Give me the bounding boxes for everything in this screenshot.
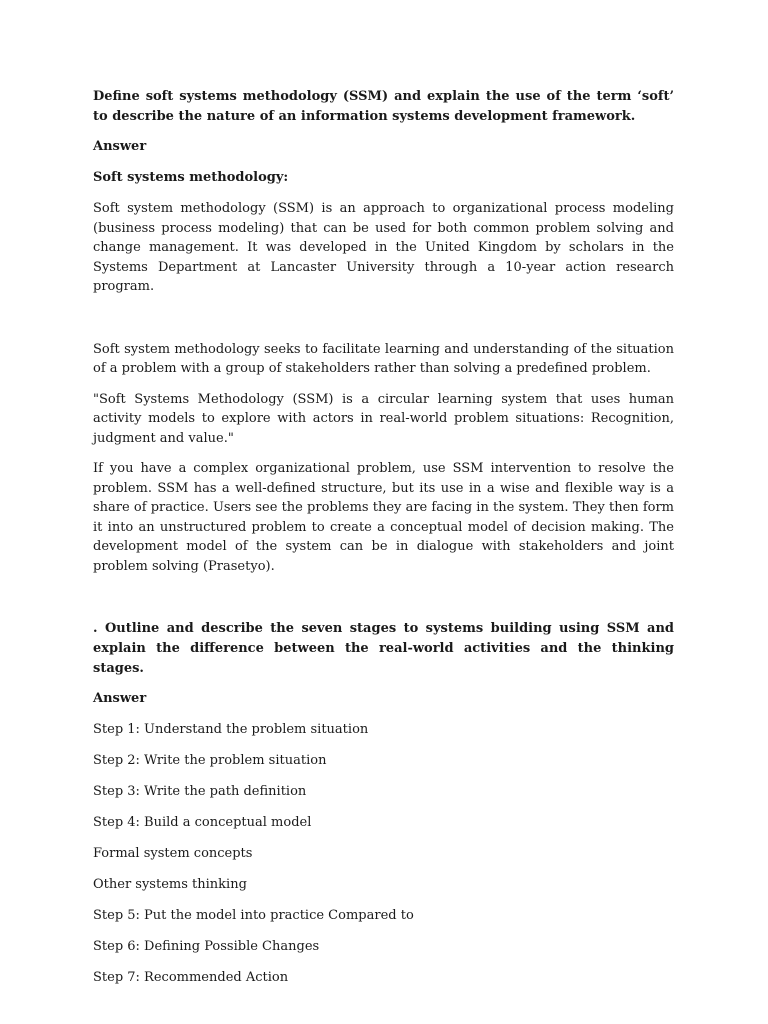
paragraph-ssm-quote: "Soft Systems Methodology (SSM) is a circular learning system that uses human activity models to explore with actors in real-world problem situations: Recognition, judgment and value."	[93, 391, 674, 446]
document-page	[93, 87, 674, 988]
list-item: Step 2: Write the problem situation	[93, 753, 327, 768]
list-item: Step 6: Defining Possible Changes	[93, 939, 320, 954]
steps-list	[93, 720, 674, 988]
answer-1-label: Answer	[93, 139, 147, 154]
list-item: Step 7: Recommended Action	[93, 970, 289, 985]
section-1-heading: Soft systems methodology:	[93, 170, 289, 185]
list-item: Step 1: Understand the problem situation	[93, 722, 369, 737]
list-item: Step 3: Write the path definition	[93, 784, 307, 799]
paragraph-ssm-definition: Soft system methodology (SSM) is an approach to organizational process modeling (business process modeling) that can be used for both common problem solving and change management. It was developed in the United Kingdom by scholars in the Systems Department at Lancaster University through a 10-year action research program.	[93, 201, 674, 294]
paragraph-ssm-intervention: If you have a complex organizational problem, use SSM intervention to resolve the problem. SSM has a well-defined structure, but its use in a wise and flexible way is a share of practice. Users see the problems they are facing in the system. They then form it into an unstructured problem to create a conceptual model of decision making. The development model of the system can be in dialogue with stakeholders and joint problem solving (Prasetyo).	[93, 461, 674, 574]
answer-2-label: Answer	[93, 691, 147, 706]
list-item: Formal system concepts	[93, 846, 253, 861]
list-item: Step 5: Put the model into practice Compared to	[93, 908, 414, 923]
list-item: Other systems thinking	[93, 877, 247, 892]
paragraph-ssm-learning: Soft system methodology seeks to facilitate learning and understanding of the situation of a problem with a group of stakeholders rather than solving a predefined problem.	[93, 341, 674, 376]
question-2: . Outline and describe the seven stages to systems building using SSM and explain the difference between the real-world activities and the thinking stages.	[93, 621, 674, 676]
question-1: Define soft systems methodology (SSM) and explain the use of the term ‘soft’ to describe the nature of an information systems development framework.	[93, 89, 674, 124]
list-item: Step 4: Build a conceptual model	[93, 815, 312, 830]
